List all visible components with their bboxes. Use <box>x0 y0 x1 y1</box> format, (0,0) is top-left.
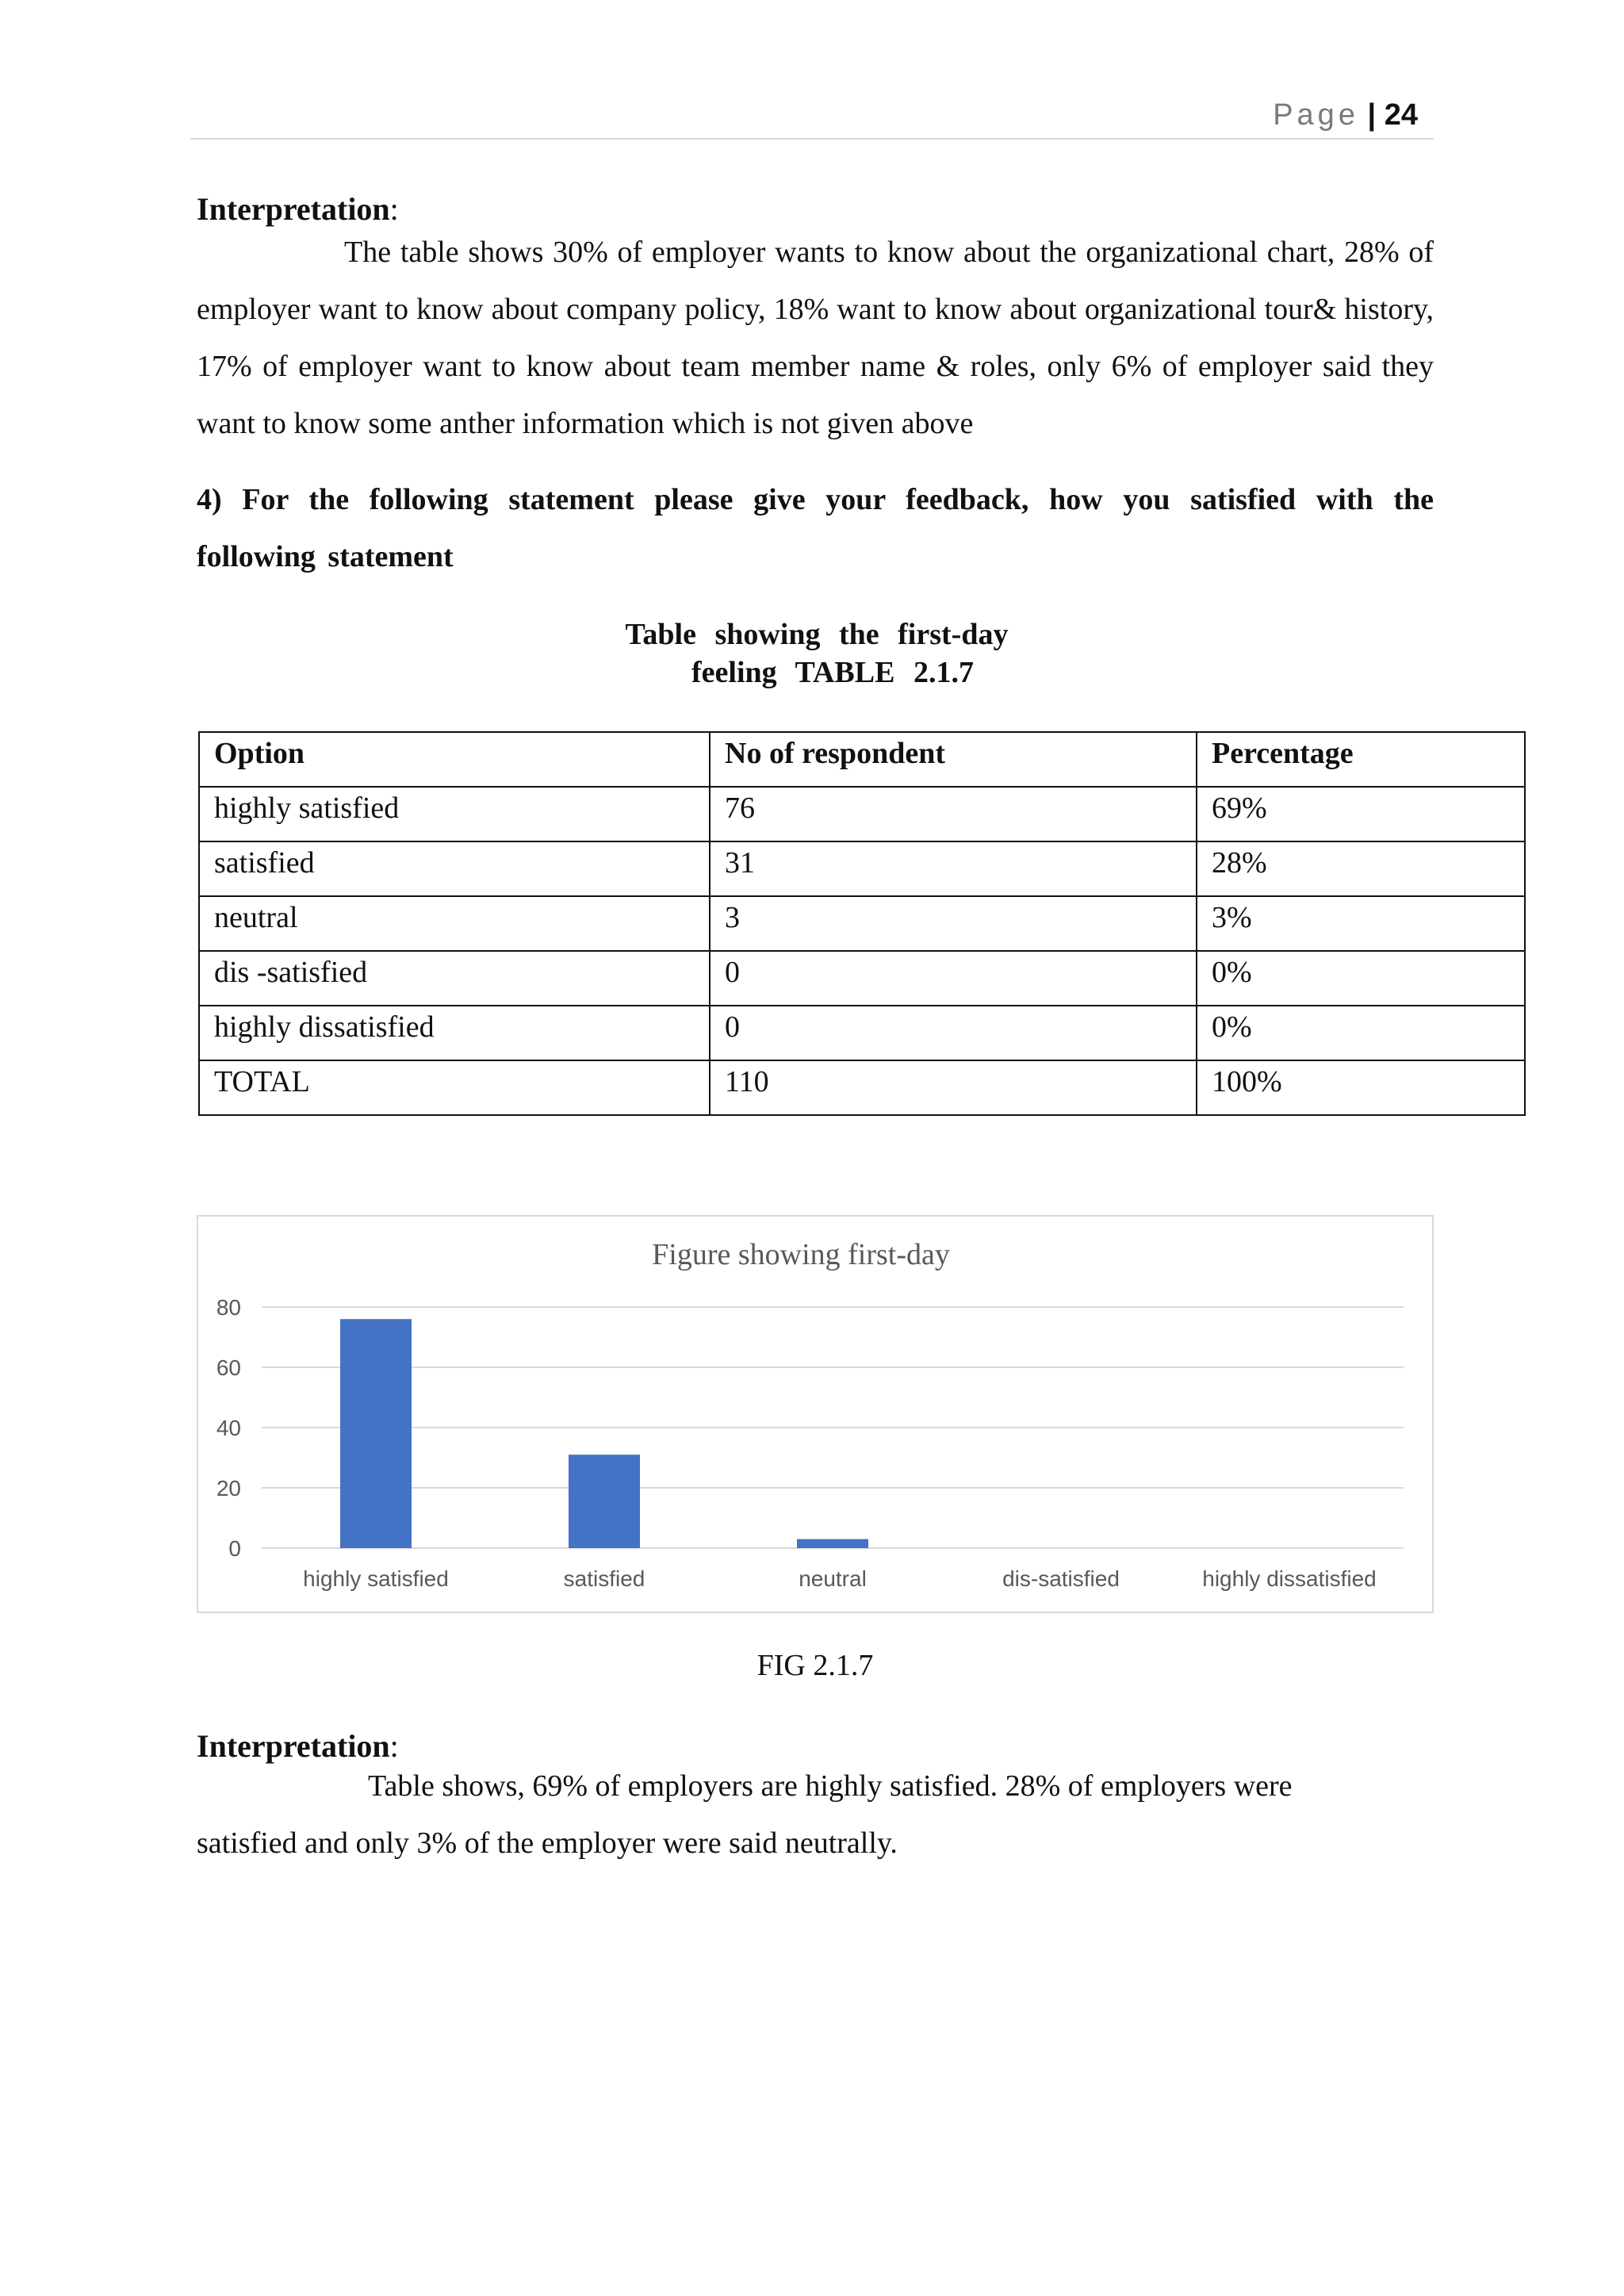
table-cell: 69% <box>1197 787 1525 841</box>
table-cell: 28% <box>1197 841 1525 896</box>
bar <box>797 1539 868 1548</box>
page-number-value: 24 <box>1384 98 1418 132</box>
table-row-total <box>199 1060 1525 1115</box>
interpretation-heading-colon: : <box>389 191 399 227</box>
table-row <box>199 1006 1525 1060</box>
table-row <box>199 896 1525 951</box>
interpretation-heading-2-text: Interpretation <box>197 1728 390 1764</box>
table-caption-line-1: Table showing the first-day <box>625 618 1009 651</box>
table-header-row <box>199 732 1525 787</box>
y-tick-label: 40 <box>216 1416 241 1440</box>
table-caption-line-2: feeling TABLE 2.1.7 <box>691 656 974 689</box>
page-separator: | <box>1367 98 1377 132</box>
table-cell: 110 <box>710 1060 1197 1115</box>
x-tick-label: highly satisfied <box>303 1566 449 1591</box>
interpretation-paragraph: The table shows 30% of employer wants to know about the organizational chart, 28% of employer want to know about company policy, 18% want to know about organizational tour& history, 17% of employer want to know about team member name & roles, only 6% of employer said they want to know some anther information which is not given above <box>197 236 1434 440</box>
y-tick-label: 80 <box>216 1295 241 1320</box>
table-cell: 0% <box>1197 951 1525 1006</box>
x-tick-label: satisfied <box>563 1566 645 1591</box>
table-header-cell: Percentage <box>1197 732 1525 787</box>
table-cell: neutral <box>199 896 710 951</box>
table-header-cell: No of respondent <box>710 732 1197 787</box>
chart-title: Figure showing first-day <box>652 1238 950 1271</box>
x-tick-label: neutral <box>799 1566 867 1591</box>
table-cell: 0 <box>710 951 1197 1006</box>
interpretation-paragraph-2: Table shows, 69% of employers are highly satisfied. 28% of employers were satisfied and only 3% of the employer were said neutrally. <box>197 1769 1293 1860</box>
table-cell: 100% <box>1197 1060 1525 1115</box>
question-heading: 4) For the following statement please give your feedback, how you satisfied with the following statement <box>197 483 1434 573</box>
bar <box>569 1455 640 1548</box>
table-cell: 0% <box>1197 1006 1525 1060</box>
table-header-cell: Option <box>199 732 710 787</box>
table-caption <box>603 615 1031 692</box>
bar-chart <box>197 1215 1434 1613</box>
table-cell: highly dissatisfied <box>199 1006 710 1060</box>
data-table <box>198 731 1526 1116</box>
table-cell: 31 <box>710 841 1197 896</box>
table-cell: satisfied <box>199 841 710 896</box>
bar-chart-svg <box>198 1217 1432 1612</box>
table-row <box>199 841 1525 896</box>
figure-caption: FIG 2.1.7 <box>756 1649 874 1682</box>
bar <box>340 1319 412 1548</box>
table-row <box>199 951 1525 1006</box>
interpretation-heading-text: Interpretation <box>197 191 390 227</box>
table-cell: highly satisfied <box>199 787 710 841</box>
page-header <box>190 94 1434 140</box>
interpretation-heading-2-colon: : <box>389 1728 399 1764</box>
page-label: Page <box>1273 98 1359 132</box>
y-tick-label: 20 <box>216 1476 241 1501</box>
table-row <box>199 787 1525 841</box>
y-tick-label: 60 <box>216 1355 241 1380</box>
x-tick-label: dis-satisfied <box>1002 1566 1120 1591</box>
page-number <box>1273 98 1418 132</box>
table-cell: TOTAL <box>199 1060 710 1115</box>
x-tick-label: highly dissatisfied <box>1202 1566 1377 1591</box>
table-cell: 0 <box>710 1006 1197 1060</box>
table-cell: dis -satisfied <box>199 951 710 1006</box>
table-cell: 76 <box>710 787 1197 841</box>
table-cell: 3% <box>1197 896 1525 951</box>
interpretation-heading <box>197 190 399 228</box>
y-tick-label: 0 <box>228 1536 241 1561</box>
table-cell: 3 <box>710 896 1197 951</box>
